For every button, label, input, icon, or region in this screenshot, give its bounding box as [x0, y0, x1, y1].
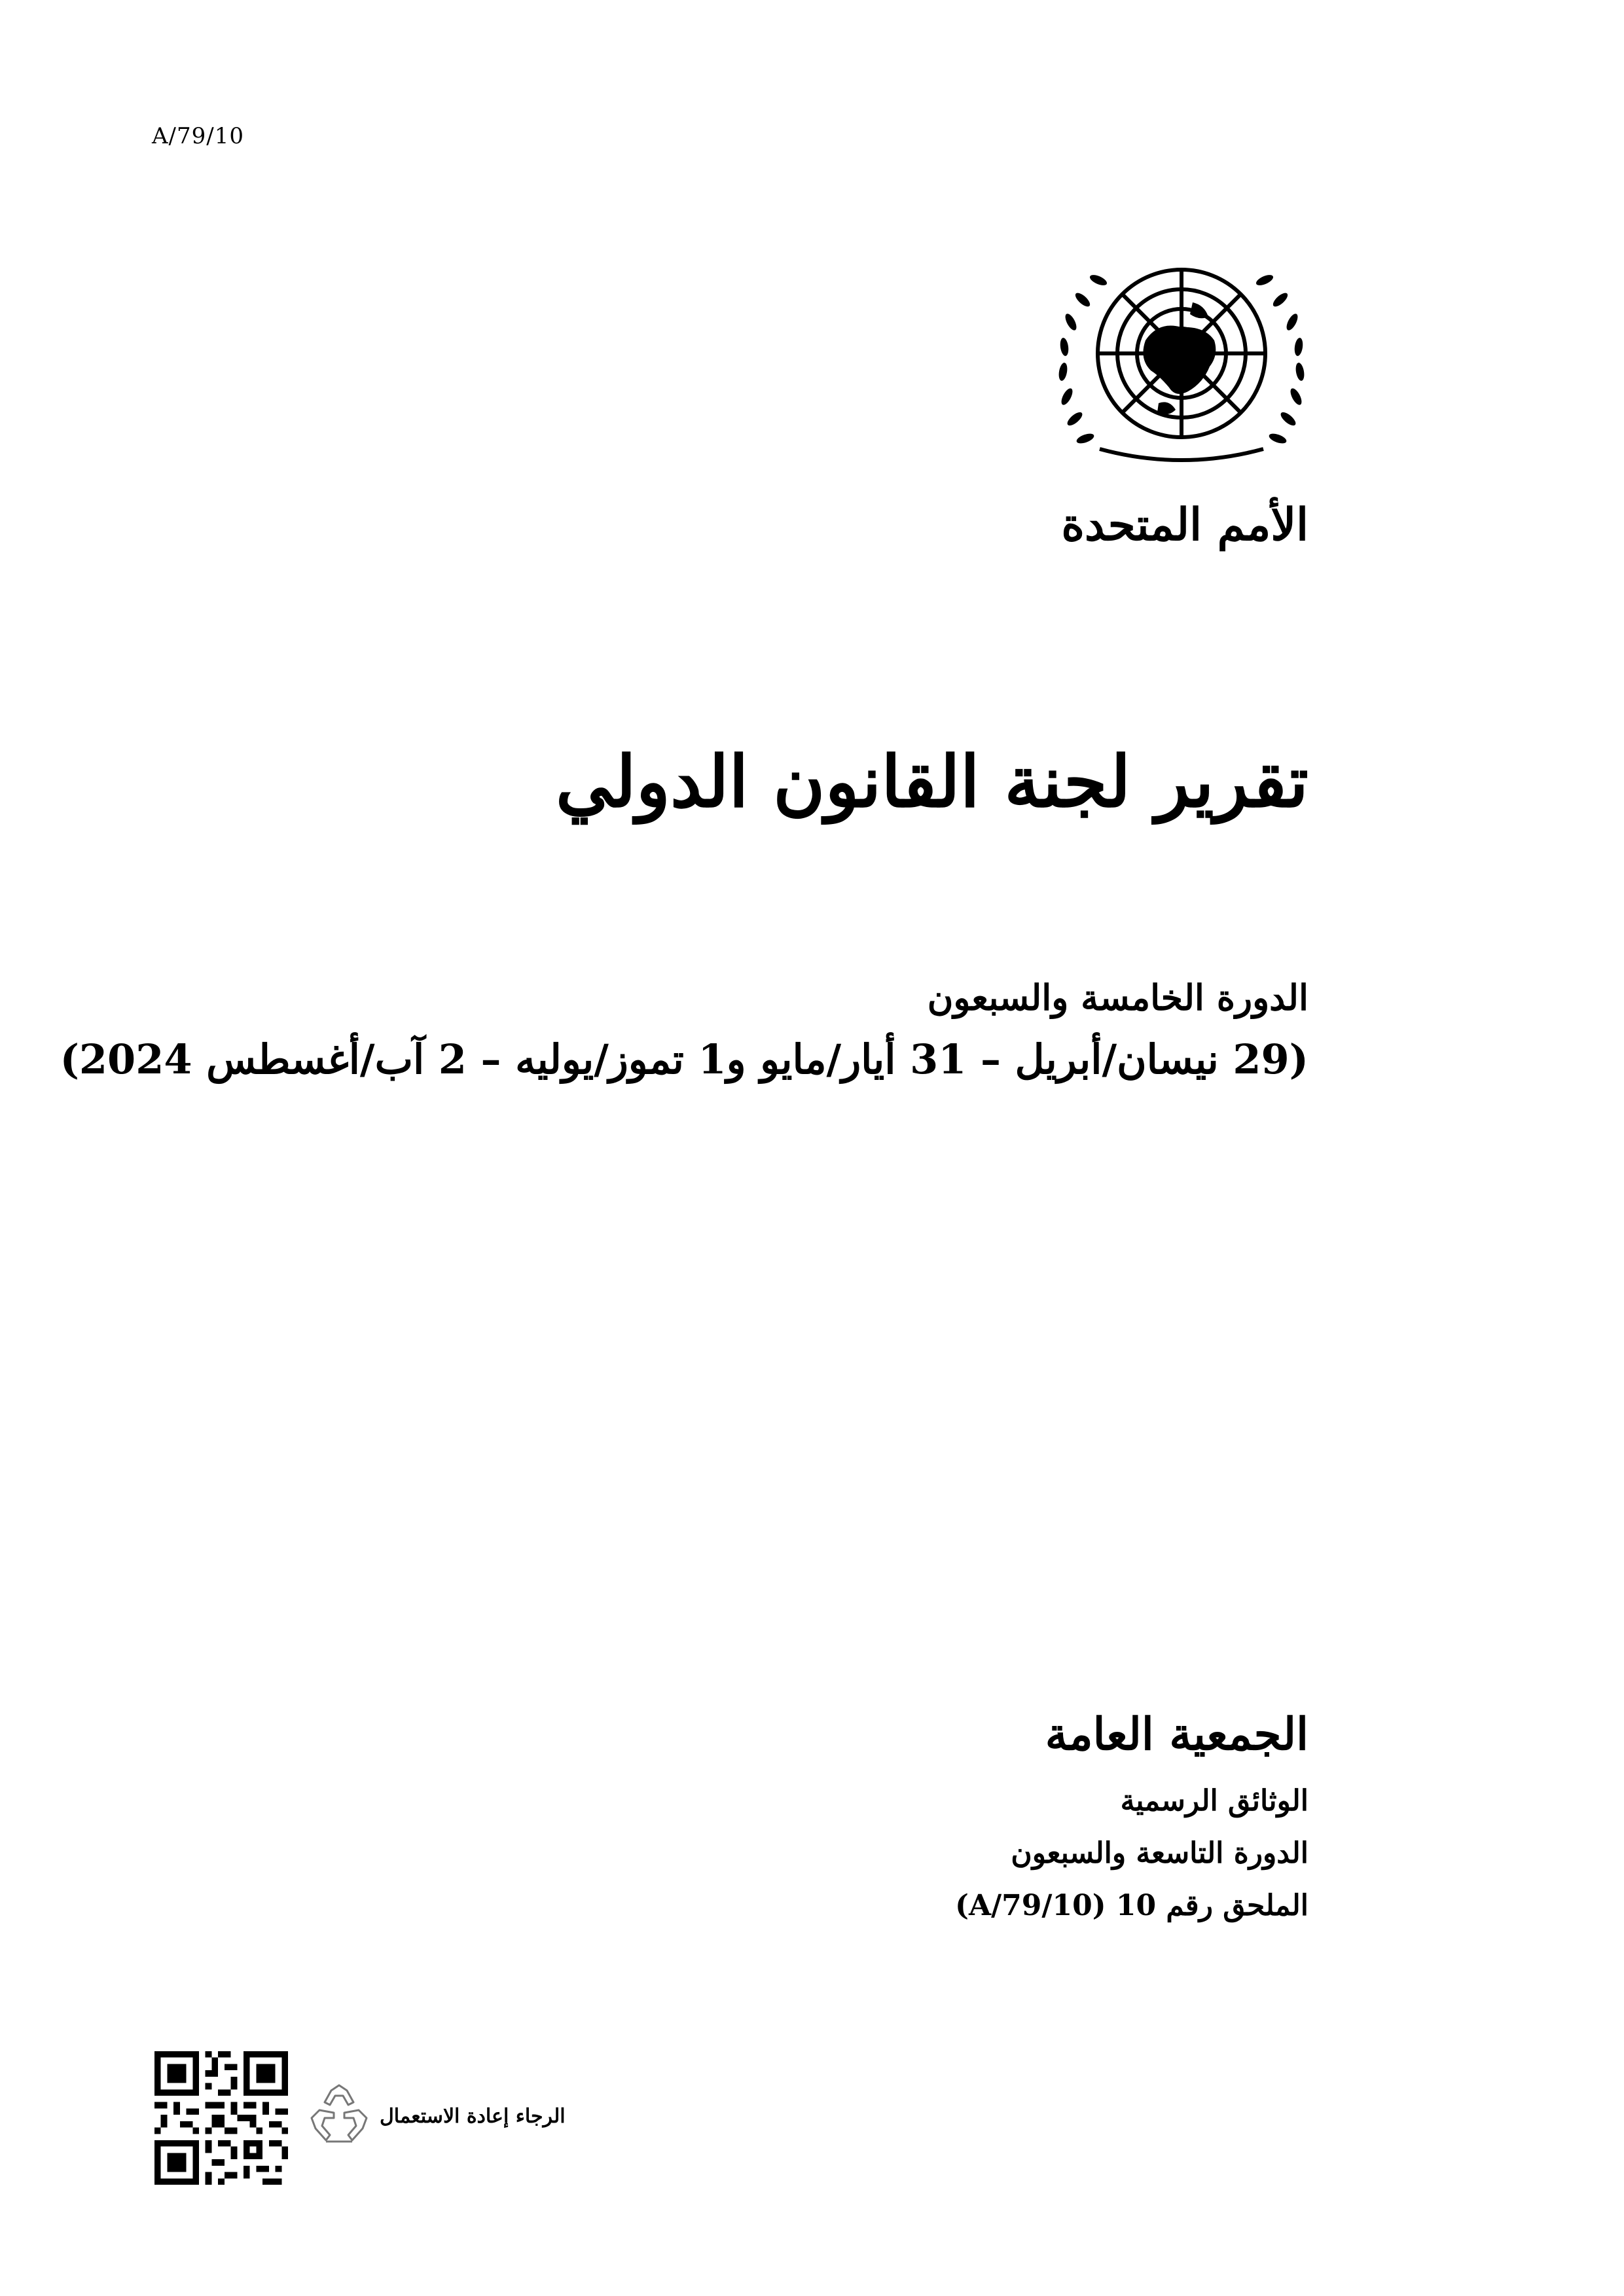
- session-name: الدورة الخامسة والسبعون: [927, 977, 1308, 1018]
- recycle-icon: [306, 2084, 372, 2147]
- general-assembly-title: الجمعية العامة: [1045, 1708, 1308, 1761]
- official-records: الوثائق الرسمية: [1120, 1784, 1308, 1818]
- qr-code-icon: [154, 2051, 288, 2185]
- general-assembly-session: الدورة التاسعة والسبعون: [1011, 1837, 1308, 1870]
- recycle-text: الرجاء إعادة الاستعمال: [380, 2105, 566, 2128]
- un-emblem-icon: [1047, 242, 1316, 478]
- supplement-number: الملحق رقم 10 (A/79/10): [955, 1889, 1308, 1922]
- session-dates: (29 نيسان/أبريل – 31 أيار/مايو و1 تموز/يوليه – 2 آب/أغسطس 2024): [60, 1035, 1308, 1083]
- organization-name: الأمم المتحدة: [1061, 499, 1308, 551]
- report-title: تقرير لجنة القانون الدولي: [555, 741, 1308, 823]
- document-symbol: A/79/10: [152, 123, 244, 149]
